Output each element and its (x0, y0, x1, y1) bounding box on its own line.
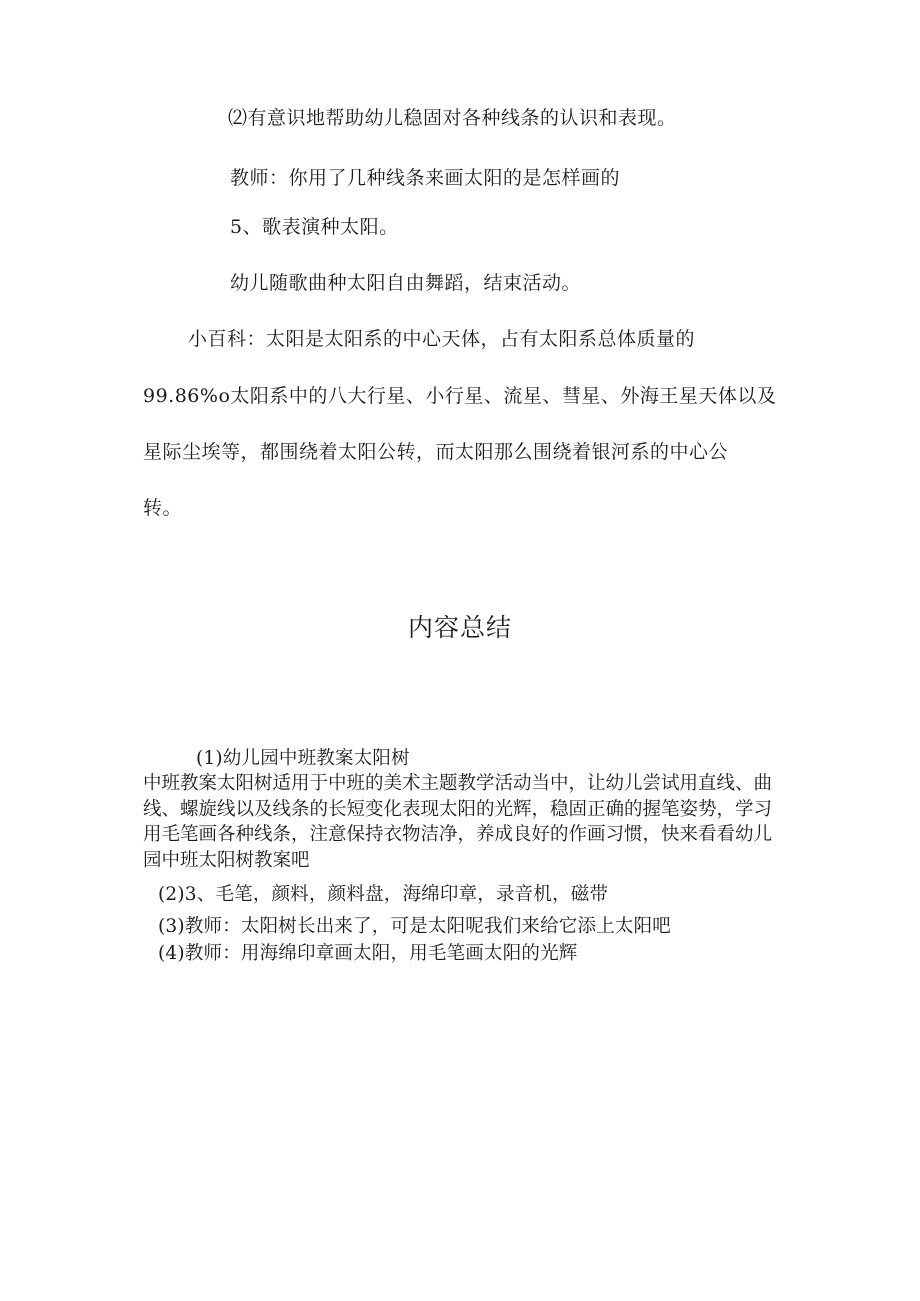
paragraph-line-6: 99.86%o太阳系中的八大行星、小行星、流星、彗星、外海王星天体以及 (143, 385, 777, 407)
paragraph-line-1: ⑵有意识地帮助幼儿稳固对各种线条的认识和表现。 (228, 107, 677, 129)
paragraph-line-7: 星际尘埃等，都围绕着太阳公转，而太阳那么围绕着银河系的中心公 (143, 441, 729, 463)
paragraph-line-5: 小百科：太阳是太阳系的中心天体，占有太阳系总体质量的 (188, 328, 696, 350)
summary-heading: 内容总结 (407, 613, 512, 642)
paragraph-line-2: 教师：你用了几种线条来画太阳的是怎样画的 (230, 167, 621, 189)
paragraph-line-8: 转。 (143, 497, 183, 519)
summary-item-2: (2)3、毛笔，颜料，颜料盘，海绵印章，录音机，磁带 (158, 884, 609, 905)
summary-item-4: (4)教师：用海绵印章画太阳，用毛笔画太阳的光辉 (158, 943, 578, 964)
summary-item-1-body: 中班教案太阳树适用于中班的美术主题教学活动当中，让幼儿尝试用直线、曲线、螺旋线以及线条的长短变化表现太阳的光辉，稳固正确的握笔姿势，学习用毛笔画各种线条，注意保持衣物洁净，养成良好的作画习惯，快来看看幼儿园中班太阳树教案吧 (143, 773, 773, 871)
paragraph-line-4: 幼儿随歌曲种太阳自由舞蹈，结束活动。 (230, 272, 582, 294)
summary-item-3: (3)教师：太阳树长出来了，可是太阳呢我们来给它添上太阳吧 (158, 916, 672, 937)
paragraph-line-3: 5、歌表演种太阳。 (230, 216, 399, 238)
summary-item-1-title: (1)幼儿园中班教案太阳树 (196, 748, 410, 769)
